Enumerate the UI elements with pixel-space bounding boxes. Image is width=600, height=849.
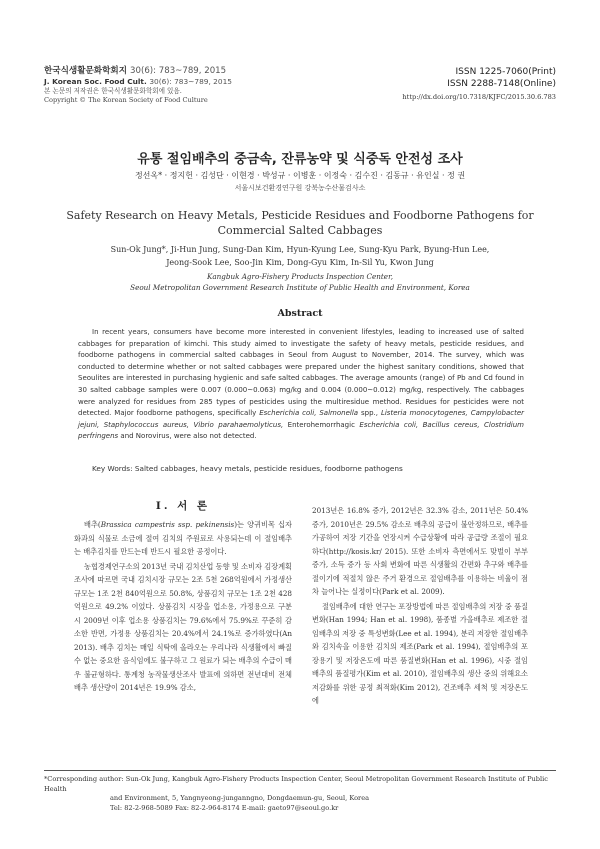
doi-link[interactable]: http://dx.doi.org/10.7318/KJFC/2015.30.6.783 <box>402 93 556 101</box>
keywords: Key Words: Salted cabbages, heavy metals, pesticide residues, foodborne pathogens <box>92 464 403 473</box>
affiliation-english-line2: Seoul Metropolitan Government Research Institute of Public Health and Environment, Korea <box>130 283 470 292</box>
corresponding-author-footnote <box>44 775 556 813</box>
affiliation-english <box>40 271 560 293</box>
paragraph <box>74 518 292 559</box>
journal-name-ko <box>44 66 344 77</box>
copyright-en: Copyright © The Korean Society of Food Culture <box>44 96 208 104</box>
authors-english-line1: Sun-Ok Jung*, Ji-Hun Jung, Sung-Dan Kim, Hyun-Kyung Lee, Sung-Kyu Park, Byung-Hun Lee, <box>110 245 490 254</box>
paragraph-text: )는 양귀비목 십자화과의 식물로 소금에 절여 김치의 주원료로 사용되는데 이 절임배추는 배추김치를 만드는데 반드시 필요한 공정이다. <box>74 520 292 556</box>
abstract-text: and Norovirus, were also not detected. <box>118 432 257 441</box>
authors-english-line2: Jeong-Sook Lee, Soo-Jin Kim, Dong-Gyu Kim, In-Sil Yu, Kwon Jung <box>166 258 434 267</box>
footnote-divider <box>44 770 556 771</box>
authors-korean: 정선옥* · 정지헌 · 김성단 · 이현경 · 박성규 · 이병훈 · 이정숙 · 김수진 · 김동규 · 유인실 · 정 권 <box>134 171 466 180</box>
scientific-name: Brassica campestris ssp. pekinensis <box>100 520 235 529</box>
abstract-text: Enterohemorrhagic <box>283 420 360 429</box>
paragraph: 절임배추에 대한 연구는 포장방법에 따른 절임배추의 저장 중 품질변화(Han 1994; Han et al. 1998), 품종별 가을배추로 제조한 절임배추의 저장 중 특성변화(Lee et al. 1994), 분리 저장한 절임배추와 김치속을 이용한 김치의 제조(Park et al. 1994), 절임배추의 포장용기 및 저장온도에 따른 품질변화(Han et al. 1996), 시중 절임배추의 품질평가(Kim et al. 2010), 절임배추의 생산 중의 위해요소 저감화를 위한 공정 최적화(Kim 2012), 건조배추 세척 및 저장온도에 <box>312 601 528 705</box>
issn-online: ISSN 2288-7148(Online) <box>447 79 556 89</box>
journal-ko: 한국식생활문화학회지 <box>44 66 128 76</box>
body-column-right <box>312 504 528 709</box>
paragraph-text: 배추( <box>84 520 101 529</box>
footnote-line1: *Corresponding author: Sun-Ok Jung, Kangbuk Agro-Fishery Products Inspection Center, Seoul Metropolitan Government Research Institute of Public Health <box>44 775 548 793</box>
abstract-species: Escherichia coli, Bacillus cereus, Clostridium perfringens <box>78 420 524 441</box>
volume-en: 30(6): 783~789, 2015 <box>149 77 232 86</box>
affiliation-english-line1: Kangbuk Agro-Fishery Products Inspection Center, <box>206 272 393 281</box>
abstract-species: Escherichia coli, Salmonella <box>259 409 359 418</box>
abstract-body <box>78 327 524 443</box>
affiliation-korean: 서울시보건환경연구원 강북농수산물검사소 <box>234 184 366 192</box>
copyright-ko: 본 논문의 저작권은 한국식생활문화학회에 있음. <box>44 87 182 95</box>
issn-print: ISSN 1225-7060(Print) <box>455 67 556 77</box>
paragraph: 농협경제연구소의 2013년 국내 김치산업 동향 및 소비자 김장계획 조사에 따르면 국내 김치시장 규모는 2조 5천 268억원에서 가정생산 규모는 1조 2천 840억원으로 50.8%, 상품김치 규모는 1조 2천 428억원으로 49.2% 이었다. 상품김치 시장을 업소용, 가정용으로 구분 시 2009년 이후 업소용 상품김치는 79.6%에서 75.9%로 꾸준히 감소한 반면, 가정용 상품김치는 20.4%에서 24.1%로 증가하였다(An 2013). 배추 김치는 매일 식탁에 올라오는 우리나라 식생활에서 빠질 수 없는 중요한 음식임에도 불구하고 그 원료가 되는 배추의 수급이 매우 불균형하다. 통계청 농작물생산조사 발표에 의하면 전년대비 전체 배추 생산량이 2014년은 19.9% 감소, <box>74 561 292 692</box>
section-heading-intro: Ⅰ. 서 론 <box>155 500 211 512</box>
abstract-text: In recent years, consumers have become more interested in convenient lifestyles, leading to increased use of salted cabbages for preparation of kimchi. This study aimed to investigate the safety of heavy metals, pesticide residues, and foodborne pathogens in commercial salted cabbages in Seoul from August to November, 2014. The survey, which was conducted to determine whether or not salted cabbages were prepared under the highest sanitary conditions, showed that Seoulites are interested in purchasing hygienic and safe salted cabbages. The average amounts (range) of Pb and Cd found in 30 salted cabbage samples were 0.007 (0.000~0.063) mg/kg and 0.004 (0.000~0.012) mg/kg, respectively. The cabbages were analyzed for residues from 285 types of pesticides using the multiresidue method. Residues for pesticides were not detected. Major foodborne pathogens, specifically <box>78 328 524 418</box>
authors-english <box>70 243 530 269</box>
title-korean: 유통 절임배추의 중금속, 잔류농약 및 식중독 안전성 조사 <box>137 152 463 167</box>
footnote-line2: and Environment, 5, Yangnyeong-junganngno, Dongdaemun-gu, Seoul, Korea <box>110 794 370 803</box>
journal-en: J. Korean Soc. Food Cult. <box>44 77 147 86</box>
title-english: Safety Research on Heavy Metals, Pesticide Residues and Foodborne Pathogens for Commercial Salted Cabbages <box>66 209 534 237</box>
footnote-line3: Tel: 82-2-968-5089 Fax: 82-2-964-8174 E-mail: gaeto97@seoul.go.kr <box>110 803 339 812</box>
journal-header <box>44 66 344 105</box>
issn-block <box>326 66 556 102</box>
body-column-left <box>74 518 292 696</box>
journal-name-en <box>44 77 344 87</box>
abstract-text: spp., <box>358 409 381 418</box>
abstract-heading: Abstract <box>277 308 323 319</box>
paragraph: 2013년은 16.8% 증가, 2012년은 32.3% 감소, 2011년은 50.4% 증가, 2010년은 29.5% 감소로 배추의 공급이 불안정하므로, 배추를 가공하여 저장 기간을 연장시켜 수급상황에 따라 공급량 조절이 필요하다(http://kosis.kr/ 2015). 또한 소비자 측면에서도 맞벌이 부부 증가, 소득 증가 등 사회 변화에 따른 식생활의 간편화 추구와 배추를 절이기에 적절치 않은 주거 환경으로 절임배추를 이용하는 비율이 점차 늘어나는 실정이다(Park et al. 2009). <box>312 506 528 596</box>
volume-ko: 30(6): 783~789, 2015 <box>130 66 227 76</box>
abstract-species: Listeria monocytogenes, Campylobacter jejuni, Staphylococcus aureus, Vibrio parahaemolyticus, <box>78 409 525 429</box>
